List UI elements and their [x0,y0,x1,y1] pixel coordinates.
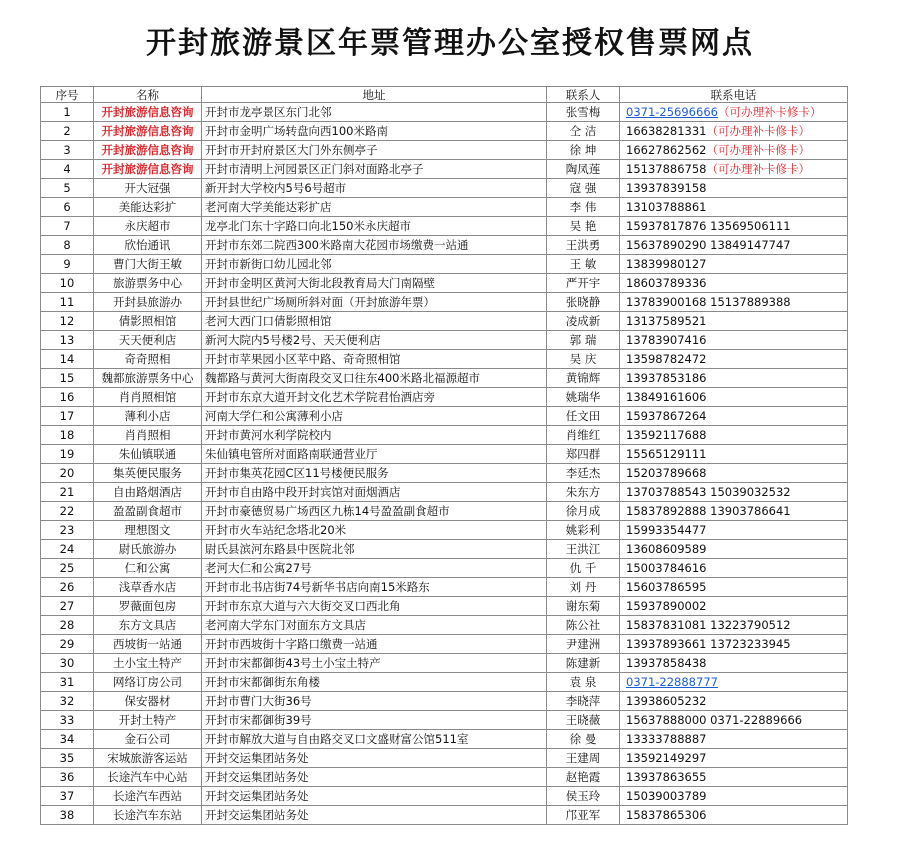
row-number: 18 [41,426,94,445]
contact-phone [620,255,848,274]
phone-number: 15565129111 [626,446,707,461]
contact-phone [620,445,848,464]
outlet-name: 欣怡通讯 [94,236,202,255]
outlet-address: 开封市曹门大街36号 [202,692,547,711]
row-number: 9 [41,255,94,274]
contact-person: 吴 庆 [547,350,620,369]
phone-number: 15637888000 0371-22889666 [626,712,803,727]
contact-phone [620,597,848,616]
row-number: 37 [41,787,94,806]
phone-number: 13937858438 [626,655,707,670]
contact-phone [620,293,848,312]
contact-person: 肖维红 [547,426,620,445]
table-row [41,179,848,198]
contact-person: 徐 坤 [547,141,620,160]
outlet-address: 河南大学仁和公寓薄利小店 [202,407,547,426]
row-number: 15 [41,369,94,388]
header-name: 名称 [94,87,202,103]
outlet-name: 永庆超市 [94,217,202,236]
phone-number: 13592149297 [626,750,707,765]
outlet-name: 长途汽车西站 [94,787,202,806]
row-number: 16 [41,388,94,407]
row-number: 32 [41,692,94,711]
contact-phone [620,141,848,160]
row-number: 22 [41,502,94,521]
contact-person: 李廷杰 [547,464,620,483]
phone-number: 13839980127 [626,256,707,271]
outlet-address: 开封市自由路中段开封宾馆对面烟酒店 [202,483,547,502]
header-address: 地址 [202,87,547,103]
table-row [41,160,848,179]
contact-person: 陈公社 [547,616,620,635]
contact-person: 陶凤莲 [547,160,620,179]
outlet-name: 长途汽车东站 [94,806,202,825]
table-row [41,350,848,369]
table-row [41,806,848,825]
contact-phone [620,806,848,825]
table-row [41,654,848,673]
row-number: 35 [41,749,94,768]
table-row [41,217,848,236]
phone-number: 13783907416 [626,332,707,347]
row-number: 12 [41,312,94,331]
row-number: 4 [41,160,94,179]
contact-person: 尹建洲 [547,635,620,654]
outlet-name: 肖肖照相馆 [94,388,202,407]
outlet-address: 开封交运集团站务处 [202,768,547,787]
contact-phone [620,217,848,236]
row-number: 23 [41,521,94,540]
row-number: 30 [41,654,94,673]
contact-phone [620,179,848,198]
outlet-address: 开封市宋都御街39号 [202,711,547,730]
header-no: 序号 [41,87,94,103]
row-number: 34 [41,730,94,749]
contact-phone [620,369,848,388]
table-row [41,521,848,540]
contact-person: 徐月成 [547,502,620,521]
contact-person: 张雪梅 [547,103,620,122]
row-number: 6 [41,198,94,217]
phone-number: 15937890002 [626,598,707,613]
phone-number: 13333788887 [626,731,707,746]
table-row [41,673,848,692]
row-number: 10 [41,274,94,293]
contact-person: 赵艳霞 [547,768,620,787]
table-body [41,103,848,825]
contact-person: 姚彩利 [547,521,620,540]
outlet-name: 浅草香水店 [94,578,202,597]
contact-phone [620,236,848,255]
outlet-address: 开封市新街口幼儿园北邻 [202,255,547,274]
outlet-address: 开封市东郊二院西300米路南大花园市场缴费一站通 [202,236,547,255]
contact-phone [620,711,848,730]
table-row [41,103,848,122]
phone-number: 15637890290 13849147747 [626,237,791,252]
contact-person: 王洪勇 [547,236,620,255]
outlet-name: 理想图文 [94,521,202,540]
contact-person: 李晓萍 [547,692,620,711]
outlet-name: 美能达彩扩 [94,198,202,217]
service-note: （可办理补卡修卡） [706,161,810,176]
phone-number: 16638281331 [626,123,707,138]
row-number: 5 [41,179,94,198]
outlet-address: 开封市宋都御街东角楼 [202,673,547,692]
contact-phone [620,540,848,559]
table-row [41,711,848,730]
outlet-address: 开封交运集团站务处 [202,749,547,768]
outlet-address: 新开封大学校内5号6号超市 [202,179,547,198]
phone-number: 13103788861 [626,199,707,214]
outlet-name: 倩影照相馆 [94,312,202,331]
outlet-name: 薄利小店 [94,407,202,426]
outlet-name: 魏都旅游票务中心 [94,369,202,388]
row-number: 2 [41,122,94,141]
outlet-address: 开封市宋都御街43号土小宝土特产 [202,654,547,673]
contact-phone [620,122,848,141]
row-number: 1 [41,103,94,122]
phone-number: 13608609589 [626,541,707,556]
table-row [41,274,848,293]
outlet-name: 盈盈副食超市 [94,502,202,521]
table-row [41,540,848,559]
row-number: 26 [41,578,94,597]
table-row [41,635,848,654]
contact-phone [620,787,848,806]
contact-person: 刘 丹 [547,578,620,597]
outlet-name: 旅游票务中心 [94,274,202,293]
contact-phone [620,730,848,749]
contact-person: 侯玉玲 [547,787,620,806]
outlet-address: 开封市火车站纪念塔北20米 [202,521,547,540]
phone-number: 15937817876 13569506111 [626,218,791,233]
contact-phone [620,198,848,217]
contact-phone [620,521,848,540]
contact-person: 邝亚军 [547,806,620,825]
contact-phone [620,274,848,293]
table-row [41,692,848,711]
contact-phone [620,749,848,768]
outlet-address: 老河大仁和公寓27号 [202,559,547,578]
row-number: 31 [41,673,94,692]
outlet-name: 开封县旅游办 [94,293,202,312]
contact-person: 凌成新 [547,312,620,331]
contact-phone [620,407,848,426]
phone-number: 13937863655 [626,769,707,784]
contact-person: 吴 艳 [547,217,620,236]
row-number: 19 [41,445,94,464]
header-phone: 联系电话 [620,87,848,103]
contact-person: 王建周 [547,749,620,768]
contact-phone [620,388,848,407]
outlet-address: 开封交运集团站务处 [202,787,547,806]
outlet-name: 罗薇面包房 [94,597,202,616]
phone-number: 15837865306 [626,807,707,822]
table-row [41,293,848,312]
row-number: 24 [41,540,94,559]
contact-person: 寇 强 [547,179,620,198]
service-note: （可办理补卡修卡） [717,104,822,119]
table-row [41,483,848,502]
outlet-address: 新河大院内5号楼2号、天天便利店 [202,331,547,350]
contact-person: 袁 泉 [547,673,620,692]
outlet-name: 保安器材 [94,692,202,711]
outlet-address: 朱仙镇电管所对面路南联通营业厅 [202,445,547,464]
phone-number: 15203789668 [626,465,707,480]
outlet-address: 开封市黄河水利学院校内 [202,426,547,445]
contact-phone [620,578,848,597]
contact-phone [620,616,848,635]
phone-number: 13937893661 13723233945 [626,636,791,651]
contact-phone [620,692,848,711]
table-row [41,445,848,464]
outlet-name: 金石公司 [94,730,202,749]
outlet-name: 自由路烟酒店 [94,483,202,502]
table-row [41,198,848,217]
phone-number: 15937867264 [626,408,707,423]
phone-number: 15039003789 [626,788,707,803]
phone-number: 13938605232 [626,693,707,708]
phone-number: 13937853186 [626,370,707,385]
table-row [41,502,848,521]
outlet-name: 肖肖照相 [94,426,202,445]
table-row [41,730,848,749]
outlet-address: 开封市解放大道与自由路交叉口文盛财富公馆511室 [202,730,547,749]
table-row [41,331,848,350]
outlet-address: 开封市金明区黄河大街北段教育局大门南隔壁 [202,274,547,293]
table-row [41,787,848,806]
outlet-name: 奇奇照相 [94,350,202,369]
contact-person: 黄锦辉 [547,369,620,388]
row-number: 7 [41,217,94,236]
table-row [41,407,848,426]
phone-number: 13849161606 [626,389,707,404]
contact-person: 任文田 [547,407,620,426]
outlet-name: 集英便民服务 [94,464,202,483]
table-row [41,255,848,274]
outlet-name: 西坡街一站通 [94,635,202,654]
outlet-table [40,86,848,825]
outlet-name: 开封旅游信息咨询 [94,103,202,122]
outlet-address: 老河大西门口倩影照相馆 [202,312,547,331]
row-number: 8 [41,236,94,255]
contact-phone [620,160,848,179]
outlet-name: 土小宝土特产 [94,654,202,673]
outlet-address: 开封县世纪广场厕所斜对面（开封旅游年票） [202,293,547,312]
row-number: 3 [41,141,94,160]
contact-person: 姚瑞华 [547,388,620,407]
contact-person: 郭 瑞 [547,331,620,350]
contact-person: 仝 洁 [547,122,620,141]
phone-number: 13598782472 [626,351,707,366]
outlet-address: 开封市西坡街十字路口缴费一站通 [202,635,547,654]
phone-number: 16627862562 [626,142,707,157]
contact-phone [620,559,848,578]
contact-person: 谢东菊 [547,597,620,616]
phone-number: 15603786595 [626,579,707,594]
outlet-address: 开封交运集团站务处 [202,806,547,825]
table-row [41,141,848,160]
outlet-address: 老河南大学东门对面东方文具店 [202,616,547,635]
outlet-address: 开封市集英花园C区11号楼便民服务 [202,464,547,483]
outlet-name: 网络订房公司 [94,673,202,692]
outlet-name: 长途汽车中心站 [94,768,202,787]
table-row [41,388,848,407]
phone-number: 13937839158 [626,180,707,195]
table-row [41,312,848,331]
row-number: 38 [41,806,94,825]
contact-person: 王 敏 [547,255,620,274]
row-number: 29 [41,635,94,654]
phone-number: 18603789336 [626,275,707,290]
contact-phone [620,673,848,692]
outlet-name: 天天便利店 [94,331,202,350]
outlet-address: 开封市豪德贸易广场西区九栋14号盈盈副食超市 [202,502,547,521]
contact-phone [620,635,848,654]
phone-number: 15993354477 [626,522,707,537]
phone-link[interactable]: 0371-22888777 [626,674,718,689]
contact-person: 王洪江 [547,540,620,559]
table-row [41,236,848,255]
contact-phone [620,350,848,369]
contact-phone [620,483,848,502]
phone-number: 15837892888 13903786641 [626,503,791,518]
contact-phone [620,464,848,483]
phone-number: 13137589521 [626,313,707,328]
contact-phone [620,654,848,673]
row-number: 25 [41,559,94,578]
contact-phone [620,768,848,787]
phone-link[interactable]: 0371-25696666 [626,104,718,119]
service-note: （可办理补卡修卡） [706,142,810,157]
table-row [41,597,848,616]
outlet-address: 开封市清明上河园景区正门斜对面路北亭子 [202,160,547,179]
contact-phone [620,103,848,122]
phone-number: 15003784616 [626,560,707,575]
outlet-address: 开封市龙亭景区东门北邻 [202,103,547,122]
outlet-address: 开封市北书店街74号新华书店向南15米路东 [202,578,547,597]
outlet-address: 尉氏县滨河东路县中医院北邻 [202,540,547,559]
table-row [41,768,848,787]
outlet-name: 开封土特产 [94,711,202,730]
contact-phone [620,312,848,331]
table-row [41,122,848,141]
row-number: 14 [41,350,94,369]
row-number: 28 [41,616,94,635]
table-row [41,369,848,388]
outlet-name: 开大冠强 [94,179,202,198]
phone-number: 15137886758 [626,161,707,176]
outlet-name: 尉氏旅游办 [94,540,202,559]
contact-phone [620,426,848,445]
row-number: 11 [41,293,94,312]
outlet-name: 开封旅游信息咨询 [94,141,202,160]
table-header-row [41,87,848,103]
outlet-name: 开封旅游信息咨询 [94,160,202,179]
outlet-address: 开封市苹果园小区苹中路、奇奇照相馆 [202,350,547,369]
contact-person: 李 伟 [547,198,620,217]
row-number: 20 [41,464,94,483]
table-row [41,749,848,768]
phone-number: 13592117688 [626,427,707,442]
row-number: 17 [41,407,94,426]
phone-number: 13783900168 15137889388 [626,294,791,309]
table-row [41,464,848,483]
outlet-address: 开封市东京大道开封文化艺术学院君怡酒店旁 [202,388,547,407]
outlet-name: 朱仙镇联通 [94,445,202,464]
outlet-address: 开封市开封府景区大门外东侧亭子 [202,141,547,160]
contact-phone [620,331,848,350]
contact-person: 朱东方 [547,483,620,502]
row-number: 21 [41,483,94,502]
outlet-address: 老河南大学美能达彩扩店 [202,198,547,217]
table-row [41,616,848,635]
contact-person: 仇 千 [547,559,620,578]
contact-person: 陈建新 [547,654,620,673]
contact-person: 王晓薇 [547,711,620,730]
table-row [41,559,848,578]
outlet-name: 东方文具店 [94,616,202,635]
table-row [41,426,848,445]
contact-person: 郑四群 [547,445,620,464]
outlet-name: 曹门大街王敏 [94,255,202,274]
outlet-name: 开封旅游信息咨询 [94,122,202,141]
outlet-address: 开封市金明广场转盘向西100米路南 [202,122,547,141]
outlet-address: 开封市东京大道与六大街交叉口西北角 [202,597,547,616]
contact-person: 严开宇 [547,274,620,293]
header-contact: 联系人 [547,87,620,103]
row-number: 33 [41,711,94,730]
row-number: 36 [41,768,94,787]
page-title: 开封旅游景区年票管理办公室授权售票网点 [146,26,754,61]
outlet-address: 龙亭北门东十字路口向北150米永庆超市 [202,217,547,236]
contact-phone [620,502,848,521]
row-number: 27 [41,597,94,616]
outlet-name: 仁和公寓 [94,559,202,578]
table-row [41,578,848,597]
service-note: （可办理补卡修卡） [706,123,810,138]
phone-number: 15837831081 13223790512 [626,617,791,632]
outlet-address: 魏都路与黄河大街南段交叉口往东400米路北福源超市 [202,369,547,388]
phone-number: 13703788543 15039032532 [626,484,791,499]
outlet-name: 宋城旅游客运站 [94,749,202,768]
contact-person: 徐 曼 [547,730,620,749]
contact-person: 张晓静 [547,293,620,312]
row-number: 13 [41,331,94,350]
